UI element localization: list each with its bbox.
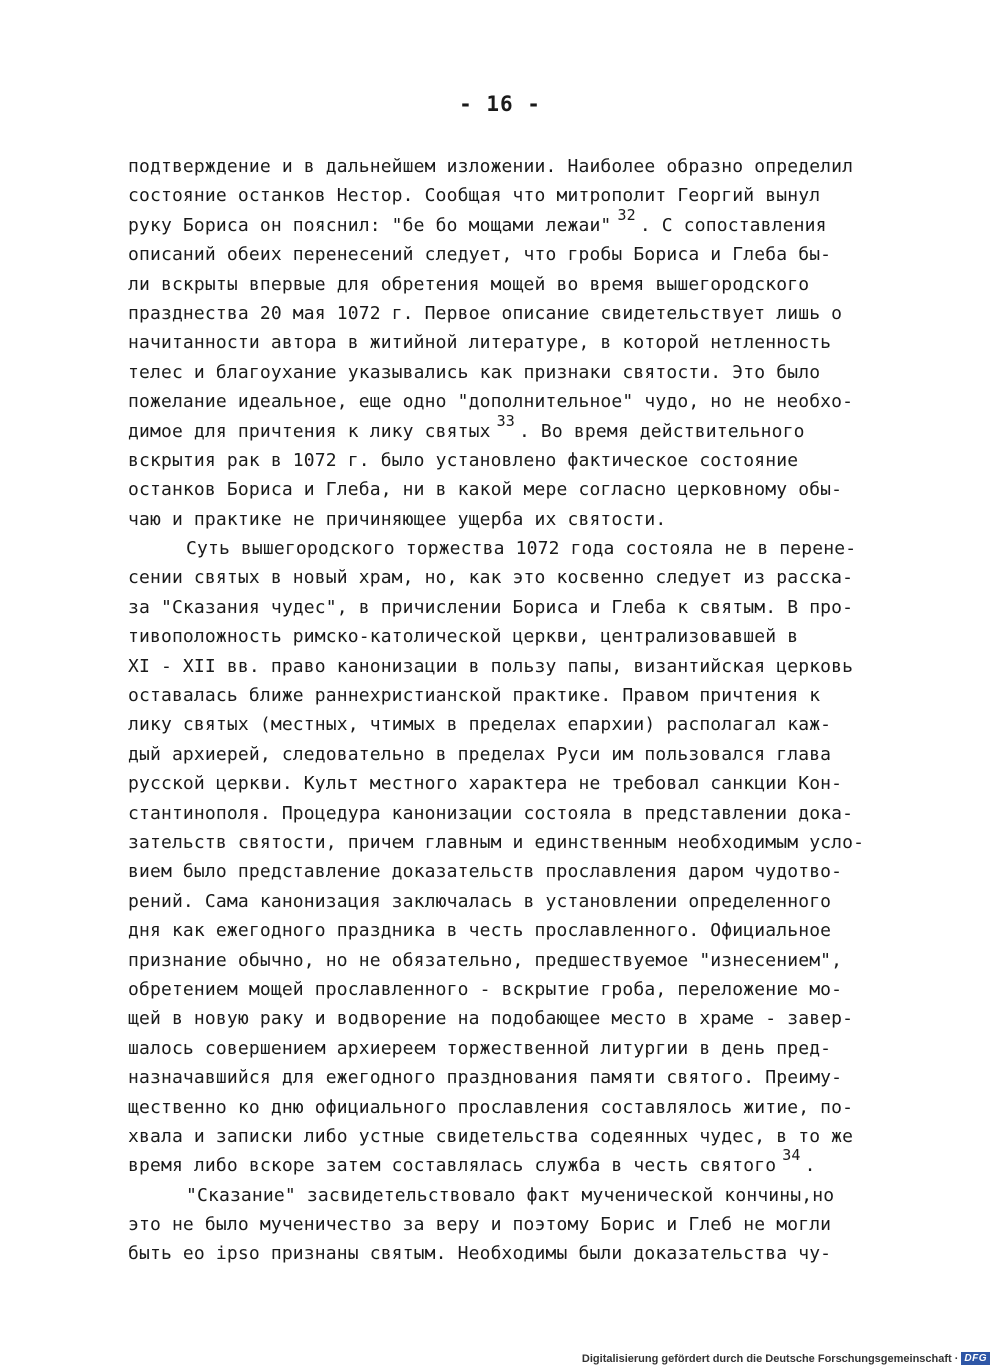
text-line — [128, 299, 918, 328]
line-text: русской церкви. Культ местного характера не требовал санкции Кон- — [128, 773, 843, 795]
line-text: признание обычно, но не обязательно, предшествуемое "изнесением", — [128, 949, 843, 971]
text-line — [128, 446, 918, 475]
line-text: дый архиерей, следовательно в пределах Руси им пользовался глава — [128, 743, 832, 765]
text-line — [128, 652, 918, 681]
line-text: описаний обеих перенесений следует, что гробы Бориса и Глеба бы- — [128, 244, 832, 266]
line-text: останков Бориса и Глеба, ни в какой мере согласно церковному обы- — [128, 479, 843, 501]
text-line — [128, 1004, 918, 1033]
text-line — [128, 534, 918, 563]
line-text: сении святых в новый храм, но, как это косвенно следует из расска- — [128, 567, 854, 589]
line-text: состояние останков Нестор. Сообщая что митрополит Георгий вынул — [128, 185, 821, 207]
line-text: вием было представление доказательств прославления даром чудотво- — [128, 861, 843, 883]
text-line — [128, 887, 918, 916]
text-line — [128, 622, 918, 651]
line-text: назначавшийся для ежегодного празднования памяти святого. Преиму- — [128, 1067, 843, 1089]
text-line — [128, 1093, 918, 1122]
line-text: ли вскрыты впервые для обретения мощей во время вышегородского — [128, 273, 810, 295]
text-line — [128, 411, 918, 446]
text-line — [128, 181, 918, 210]
text-line — [128, 799, 918, 828]
line-text: щей в новую раку и водворение на подобающее место в храме - завер- — [128, 1008, 854, 1030]
text-line — [128, 205, 918, 240]
dfg-logo-icon: DFG — [961, 1352, 990, 1365]
footnote-ref: 33 — [496, 411, 515, 430]
line-text: это не было мученичество за веру и поэтому Борис и Глеб не могли — [128, 1214, 832, 1236]
footer-credit: Digitalisierung gefördert durch die Deutsche Forschungsgemeinschaft — [581, 1352, 952, 1365]
text-line — [128, 593, 918, 622]
line-text: хвала и записки либо устные свидетельства содеянных чудес, в то же — [128, 1125, 854, 1147]
text-line — [128, 563, 918, 592]
text-line — [128, 387, 918, 416]
line-text: быть eo ipso признаны святым. Необходимы были доказательства чу- — [128, 1243, 832, 1265]
line-text: за "Сказания чудес", в причислении Бориса и Глеба к святым. В про- — [128, 596, 854, 618]
line-text: подтверждение и в дальнейшем изложении. Наиболее образно определил — [128, 156, 854, 177]
line-text: обретением мощей прославленного - вскрытие гроба, переложение мо- — [128, 978, 843, 1000]
text-line — [128, 358, 918, 387]
line-text-after: . С сопоставления — [639, 214, 827, 236]
text-line — [128, 240, 918, 269]
line-text: телес и благоухание указывались как признаки святости. Это было — [128, 361, 821, 383]
line-text: щественно ко дню официального прославления составлялось житие, по- — [128, 1096, 854, 1118]
text-line — [128, 1210, 918, 1239]
text-line — [128, 916, 918, 945]
body-text — [128, 152, 918, 1269]
line-text: тивоположность римско-католической церкви, централизовавшей в — [128, 626, 799, 648]
line-text: чаю и практике не причиняющее ущерба их святости. — [128, 508, 667, 530]
text-line — [128, 1146, 918, 1180]
text-line — [128, 1239, 918, 1268]
text-line — [128, 1181, 918, 1210]
text-line — [128, 1063, 918, 1092]
line-text: руку Бориса он пояснил: "бе бо мощами лежаи" — [128, 214, 612, 236]
line-text: начитанности автора в житийной литературе, в которой нетленность — [128, 332, 832, 354]
text-line — [128, 1034, 918, 1063]
text-line — [128, 152, 918, 181]
line-text: лику святых (местных, чтимых в пределах епархии) располагал каж- — [128, 714, 832, 736]
text-line — [128, 740, 918, 769]
line-text: Суть вышегородского торжества 1072 года состояла не в перене- — [186, 538, 857, 560]
page-number: - 16 - — [459, 92, 541, 116]
footnote-ref: 32 — [617, 205, 636, 224]
text-line — [128, 475, 918, 504]
text-line — [128, 857, 918, 886]
text-line — [128, 328, 918, 357]
text-line — [128, 270, 918, 299]
line-text: оставалась ближе раннехристианской практике. Правом причтения к — [128, 685, 821, 707]
line-text: время либо вскоре затем составлялась служба в честь святого — [128, 1155, 777, 1177]
line-text: димое для причтения к лику святых — [128, 420, 491, 442]
line-text: шалось совершением архиереем торжественной литургии в день пред- — [128, 1037, 832, 1059]
line-text-after: . Во время действительного — [518, 420, 805, 442]
text-line — [128, 946, 918, 975]
footer: Digitalisierung gefördert durch die Deutsche Forschungsgemeinschaft · DFG — [582, 1352, 990, 1365]
text-line — [128, 505, 918, 534]
line-text: стантинополя. Процедура канонизации состояла в представлении дока- — [128, 802, 854, 824]
text-line — [128, 681, 918, 710]
text-line — [128, 975, 918, 1004]
line-text: пожелание идеальное, еще одно "дополнительное" чудо, но не необхо- — [128, 391, 854, 413]
line-text: рений. Сама канонизация заключалась в установлении определенного — [128, 890, 832, 912]
line-text: зательств святости, причем главным и единственным необходимым усло- — [128, 831, 865, 853]
text-line — [128, 828, 918, 857]
line-text: дня как ежегодного праздника в честь прославленного. Официальное — [128, 920, 832, 942]
line-text-after: . — [804, 1155, 816, 1177]
text-line — [128, 769, 918, 798]
text-line — [128, 710, 918, 739]
line-text: вскрытия рак в 1072 г. было установлено фактическое состояние — [128, 449, 799, 471]
footnote-ref: 34 — [782, 1146, 801, 1165]
line-text: XI - XII вв. право канонизации в пользу папы, византийская церковь — [128, 655, 854, 677]
line-text: "Сказание" засвидетельствовало факт мученической кончины,но — [186, 1184, 835, 1206]
line-text: празднества 20 мая 1072 г. Первое описание свидетельствует лишь о — [128, 302, 843, 324]
